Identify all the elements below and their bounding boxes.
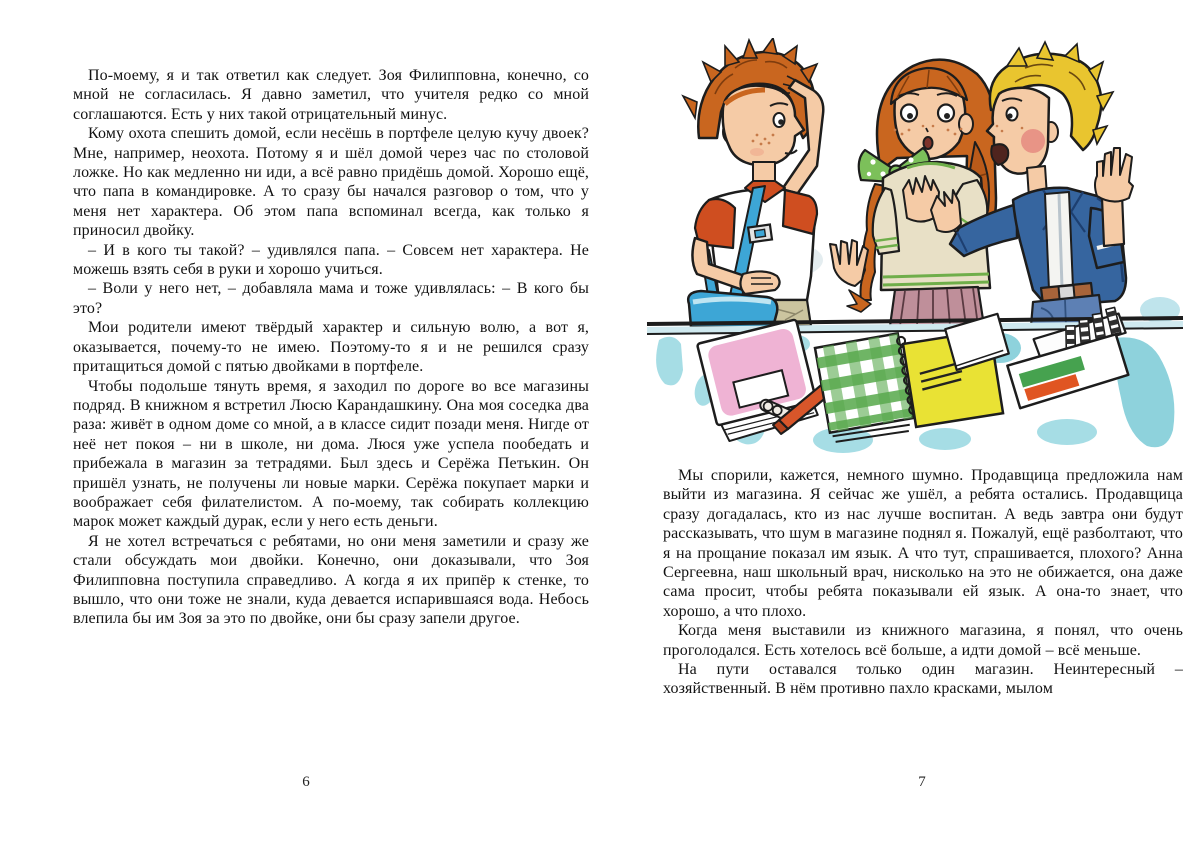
right-page-number: 7 — [918, 774, 926, 790]
paragraph: Кому охота спешить домой, если несёшь в портфеле целую кучу двоек? Мне, например, неохота. Потому я и шёл домой через час по столовой ложке. Но как медленно ни иди, а всё равно придёшь домой. Хорошо ещё, что папа в командировке. А то сразу бы начался разговор о том, что у меня нет характера. Об этом папа вспоминал всегда, как только я приносил двойку. — [73, 125, 589, 240]
illustration-children-at-shop-counter — [645, 38, 1185, 463]
right-page-text — [663, 466, 1183, 699]
paragraph: По-моему, я и так ответил как следует. Зоя Филипповна, конечно, со мной не согласилась. Я давно заметил, что учителя редко со мной соглашаются. Есть у них такой отрицательный минус. — [73, 67, 589, 123]
paragraph: Чтобы подольше тянуть время, я заходил по дороге во все магазины подряд. В книжном я встретил Люсю Карандашкину. Она моя соседка два раза: живёт в одном доме со мной, а в классе сидит позади меня. Нигде от неё нет покоя – ни в школе, ни дома. Люся уже успела пообедать и прибежала в магазин за тетрадями. Был здесь и Серёжа Петькин. Он пришёл узнать, не получены ли новые марки. Серёжа покупает марки и воображает себя филателистом. А по-моему, так собирать коллекцию марок может каждый дурак, если у него есть деньги. — [73, 377, 589, 531]
left-page-number: 6 — [302, 774, 310, 790]
boy-redhead-figure — [683, 38, 823, 327]
girl-figure — [830, 60, 996, 326]
paragraph: Когда меня выставили из книжного магазина, я понял, что очень проголодался. Есть хотелось всё больше, а идти домой – всё меньше. — [663, 622, 1183, 659]
left-page-text — [73, 66, 589, 629]
paragraph: Мы спорили, кажется, немного шумно. Продавщица предложила нам выйти из магазина. Я сейчас же ушёл, а ребята остались. Продавщица сразу догадалась, кто из нас лучше воспитан. А ведь завтра они будут рассказывать, что шум в магазине поднял я. Пожалуй, ещё разболтают, что я на прощание показал им язык. А что тут, спрашивается, плохого? Анна Сергеевна, наш школьный врач, нисколько на это не обижается, она даже сама просит, чтобы ребята показывали ей язык. А она-то знает, что хорошо, а что плохо. — [663, 467, 1183, 620]
paragraph: На пути оставался только один магазин. Неинтересный – хозяйственный. В нём противно пахло красками, мылом — [663, 661, 1183, 698]
paragraph: – И в кого ты такой? – удивлялся папа. – Совсем нет характера. Не можешь взять себя в руки и хорошо учиться. — [73, 241, 589, 279]
paragraph: Я не хотел встречаться с ребятами, но они меня заметили и сразу же стали обсуждать мои двойки. Конечно, они доказывали, что Зоя Филипповна поступила справедливо. А когда я их припёр к стенке, то вышло, что они тоже не знали, куда девается испарившаяся вода. Небось влепила бы им Зоя за это по двойке, они бы сразу запели другое. — [73, 532, 589, 628]
paragraph: – Воли у него нет, – добавляла мама и тоже удивлялась: – В кого бы это? — [73, 280, 589, 317]
paragraph: Мои родители имеют твёрдый характер и сильную волю, а вот я, оказывается, почему-то не имею. Поэтому-то я и не решился сразу притащиться домой с пятью двойками в портфеле. — [73, 319, 589, 376]
